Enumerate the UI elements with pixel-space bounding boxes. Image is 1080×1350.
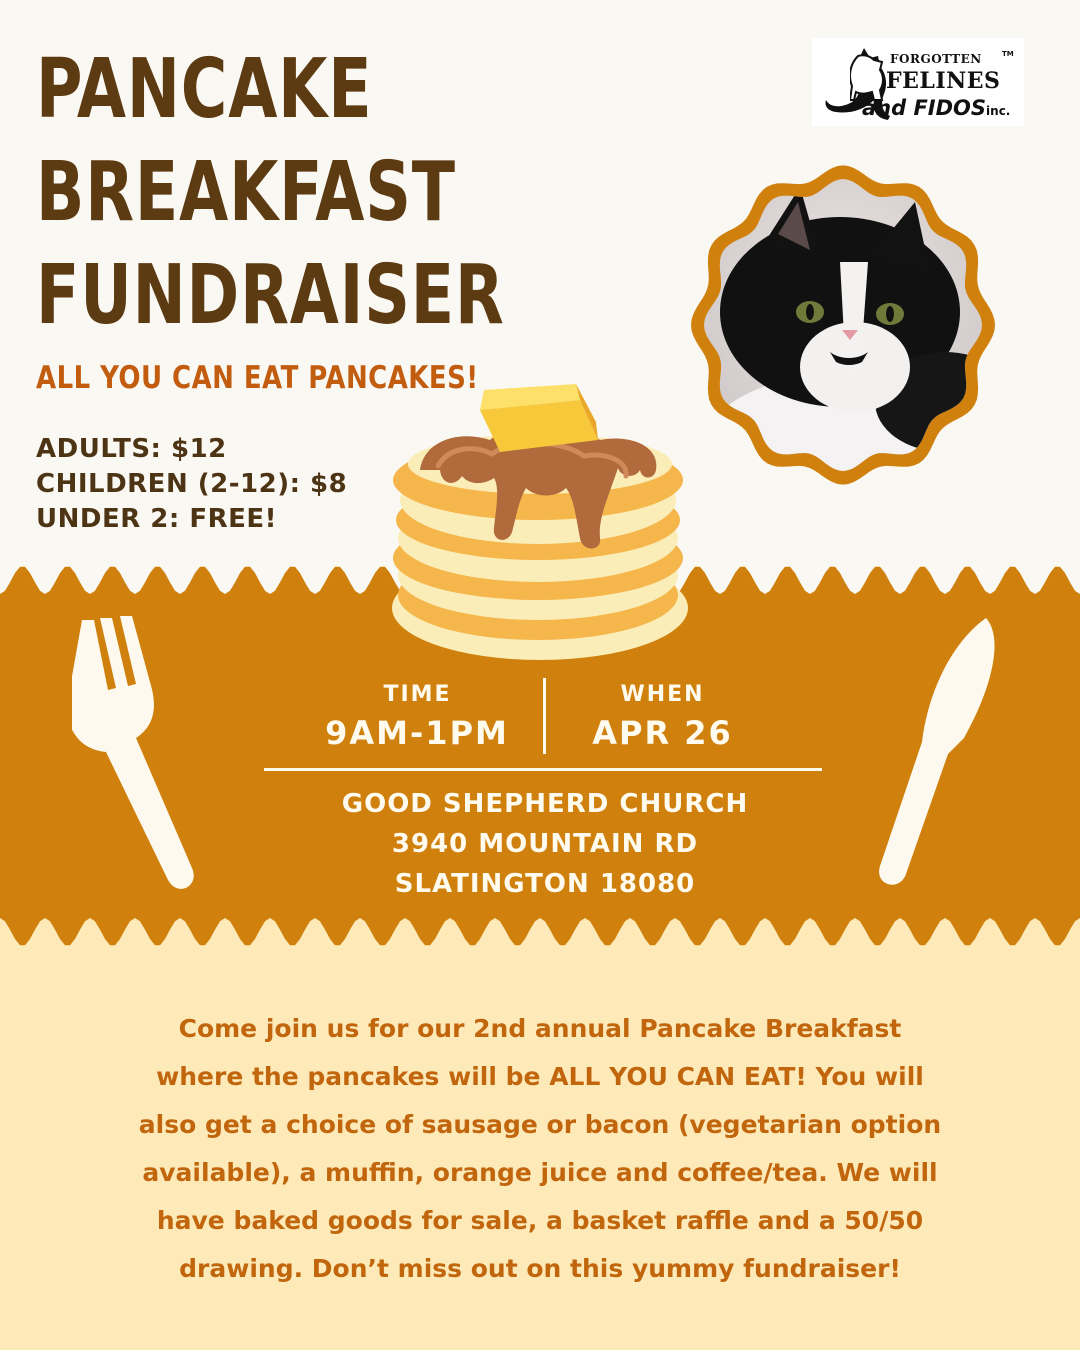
price-list: [36, 432, 347, 537]
date-label: WHEN: [620, 682, 705, 707]
city-zip: SLATINGTON 18080: [394, 869, 696, 899]
event-address: [280, 784, 810, 904]
logo-suffix: inc.: [986, 104, 1011, 118]
fork-icon: [72, 612, 247, 897]
description-line-6: drawing. Don’t miss out on this yummy fundraiser!: [179, 1254, 901, 1283]
logo-trademark: TM: [1002, 50, 1014, 58]
cat-photo: [690, 162, 996, 488]
title-line-2: BREAKFAST: [36, 145, 456, 240]
description-line-2: where the pancakes will be ALL YOU CAN EAT! You will: [156, 1062, 924, 1091]
description-line-5: have baked goods for sale, a basket raffle and a 50/50: [156, 1206, 924, 1235]
page-title: [36, 38, 505, 347]
description-line-3: also get a choice of sausage or bacon (vegetarian option: [138, 1110, 942, 1139]
description-line-4: available), a muffin, orange juice and coffee/tea. We will: [142, 1158, 938, 1187]
time-label: TIME: [383, 682, 452, 707]
logo-line-1: FORGOTTEN: [890, 52, 982, 66]
info-divider-horizontal: [264, 768, 822, 771]
event-description: [70, 1005, 1010, 1293]
street-address: 3940 MOUNTAIN RD: [391, 829, 699, 859]
date-value: APR 26: [592, 714, 733, 752]
price-adults: ADULTS: $12: [36, 434, 227, 464]
knife-icon: [870, 612, 1000, 897]
pancake-stack-icon: [380, 370, 700, 670]
title-line-3: FUNDRAISER: [36, 248, 505, 343]
forgotten-felines-logo: [812, 38, 1024, 126]
venue-name: GOOD SHEPHERD CHURCH: [341, 789, 749, 819]
logo-line-3-main: and FIDOS: [862, 96, 987, 120]
price-under-2: UNDER 2: FREE!: [36, 504, 277, 534]
logo-line-2: FELINES: [886, 68, 1001, 94]
cat-photo-frame: [690, 162, 996, 488]
title-line-1: PANCAKE: [36, 42, 373, 137]
description-line-1: Come join us for our 2nd annual Pancake Breakfast: [178, 1014, 902, 1043]
info-divider-vertical: [543, 678, 546, 754]
subtitle: ALL YOU CAN EAT PANCAKES!: [36, 360, 479, 396]
time-value: 9AM-1PM: [325, 714, 509, 752]
price-children: CHILDREN (2-12): $8: [36, 469, 348, 499]
logo-line-3: [862, 96, 1010, 120]
dog-silhouette-icon: [850, 52, 890, 102]
